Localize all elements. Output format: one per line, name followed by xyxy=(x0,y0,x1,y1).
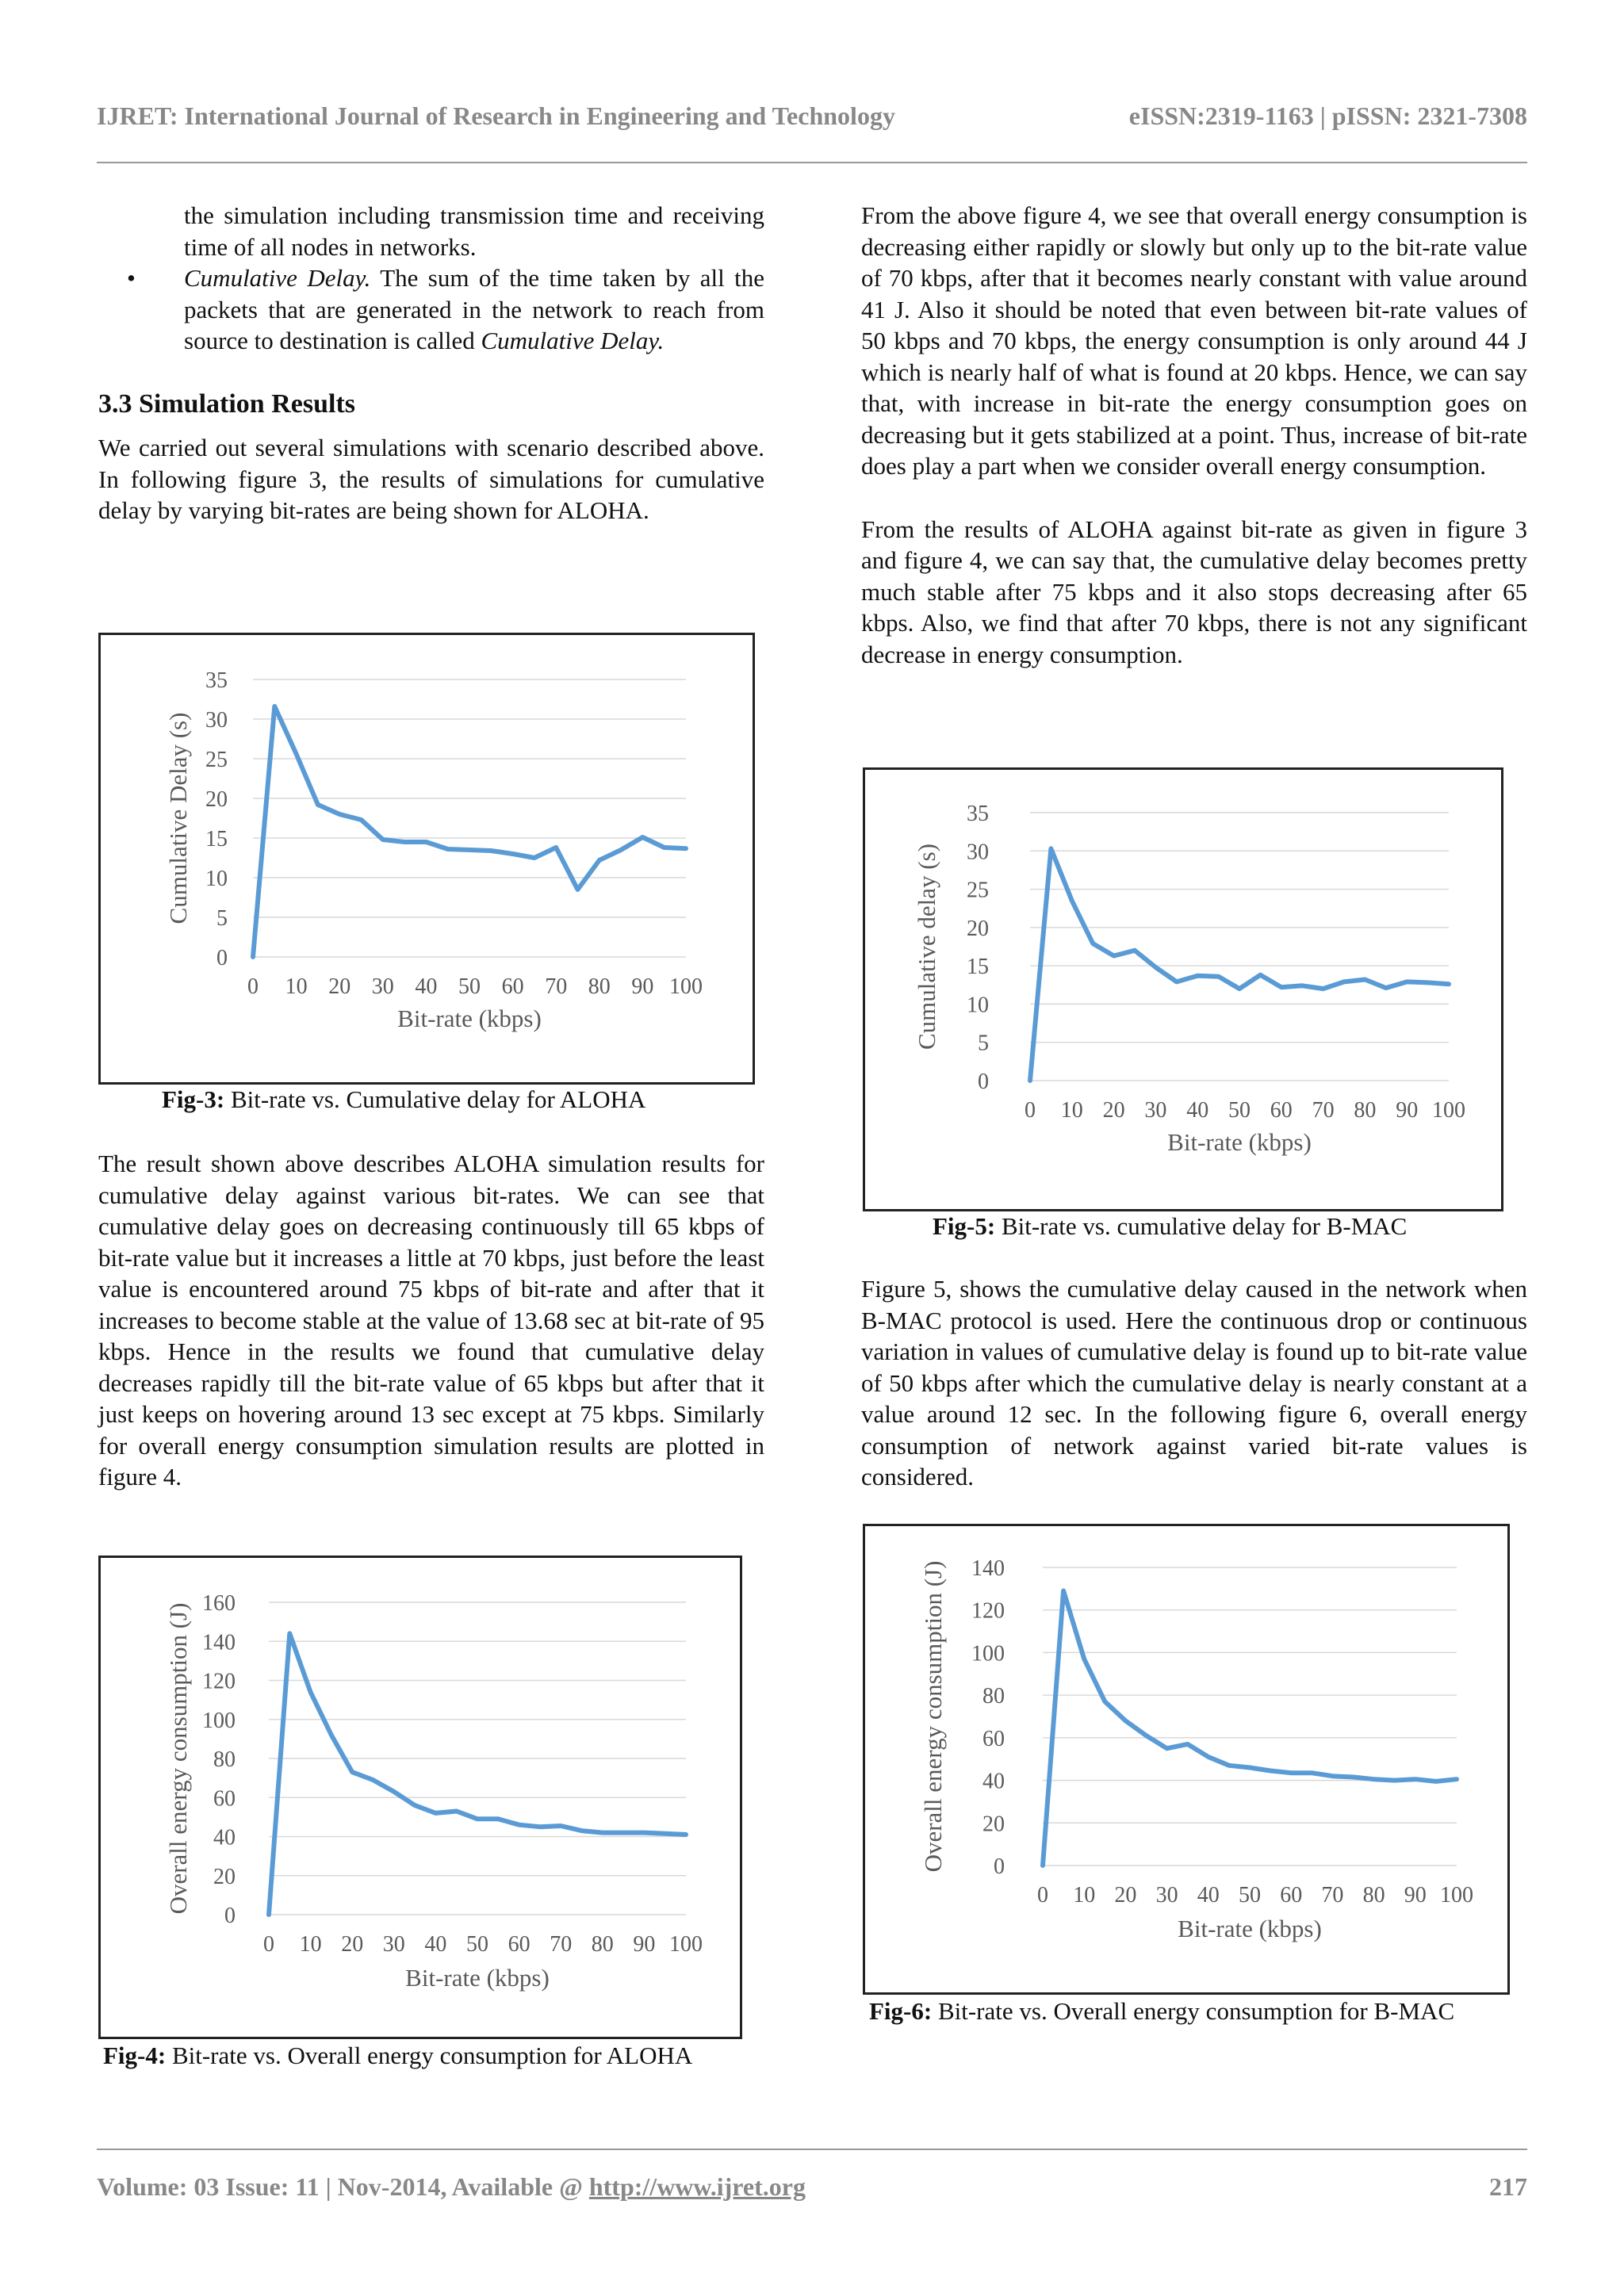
x-tick-label: 10 xyxy=(285,974,308,999)
paragraph-aloha-delay: The result shown above describes ALOHA simulation results for cumulative delay against various bit-rates. We can see that cumulative delay goes on decreasing continuously till 65 kbps of bit-rate value but it increases a little at 70 kbps, just before the least value is encountered around 75 kbps of bit-rate and after that it increases to become stable at the value of 13.68 sec at bit-rate of 95 kbps. Hence in the results we found that cumulative delay decreases rapidly till the bit-rate value of 65 kbps but after that it just keeps on hovering around 13 sec except at 75 kbps. Similarly for overall energy consumption simulation results are plotted in figure 4. xyxy=(98,1150,764,1490)
data-point xyxy=(1165,1746,1170,1751)
data-point xyxy=(1070,898,1074,903)
figure-4 xyxy=(98,1556,742,2039)
data-point xyxy=(1132,948,1137,953)
x-tick-label: 70 xyxy=(1312,1098,1335,1123)
x-tick-label: 20 xyxy=(1114,1883,1137,1908)
figure-5 xyxy=(863,767,1503,1211)
page-number: 217 xyxy=(1489,2172,1527,2201)
y-tick-label: 15 xyxy=(205,827,228,851)
data-point xyxy=(423,840,428,844)
data-point xyxy=(621,1831,626,1835)
data-point xyxy=(1434,1779,1438,1784)
caption-fig4-label: Fig-4: xyxy=(103,2042,167,2069)
x-tick-label: 20 xyxy=(341,1932,364,1957)
y-tick-label: 60 xyxy=(982,1726,1005,1751)
data-point xyxy=(316,802,320,807)
data-point xyxy=(1174,979,1179,984)
data-point xyxy=(266,1912,271,1917)
data-point xyxy=(553,845,558,850)
y-axis-label: Cumulative delay (s) xyxy=(913,844,940,1050)
y-tick-label: 100 xyxy=(202,1708,236,1733)
left-column-lower xyxy=(98,1148,764,1493)
x-tick-label: 10 xyxy=(1073,1883,1096,1908)
x-tick-label: 90 xyxy=(631,974,654,999)
caption-fig3 xyxy=(162,1085,645,1115)
bullet-cumulative-delay xyxy=(98,262,764,357)
data-point xyxy=(1123,1718,1128,1723)
data-point xyxy=(392,1789,396,1794)
data-point xyxy=(1153,965,1158,970)
data-point xyxy=(1454,1777,1459,1781)
y-axis-label: Cumulative Delay (s) xyxy=(164,712,192,924)
y-tick-label: 120 xyxy=(971,1598,1005,1624)
y-tick-label: 30 xyxy=(205,708,228,733)
x-tick-label: 70 xyxy=(1321,1883,1344,1908)
x-tick-label: 100 xyxy=(1432,1098,1465,1123)
data-point xyxy=(1268,1768,1273,1773)
x-tick-label: 40 xyxy=(424,1932,447,1957)
data-point xyxy=(580,1828,584,1833)
figure-3 xyxy=(98,633,755,1085)
y-tick-label: 0 xyxy=(224,1904,236,1928)
y-tick-label: 20 xyxy=(213,1864,236,1889)
y-tick-label: 30 xyxy=(967,840,989,865)
paragraph-sim-intro: We carried out several simulations with scenario described above. In following figure 3, the results of simulations for cumulative delay by varying bit-rates are being shown for ALOHA. xyxy=(98,434,764,524)
y-tick-label: 0 xyxy=(216,946,228,970)
x-tick-label: 30 xyxy=(371,974,394,999)
data-point xyxy=(1362,978,1367,982)
data-point xyxy=(496,1816,500,1821)
y-tick-label: 120 xyxy=(202,1669,236,1694)
y-tick-label: 40 xyxy=(213,1825,236,1850)
paragraph-aloha-summary: From the results of ALOHA against bit-rate as given in figure 3 and figure 4, we can say that, the cumulative delay becomes pretty much stable after 75 kbps and it also stops decreasing after 65 kbps. Also, we find that after 70 kbps, there is not any significant decrease in energy consumption. xyxy=(861,515,1527,668)
figure-6 xyxy=(863,1524,1510,1995)
paragraph-bmac-delay: Figure 5, shows the cumulative delay caused in the network when B-MAC protocol is used. Here the continuous drop or continuous variation in values of cumulative delay is found up to bit-rate value of 50 kbps after which the cumulative delay is nearly constant at a value around 12 sec. In the following figure 6, overall energy consumption of network against varied bit-rate values is considered. xyxy=(861,1275,1527,1490)
y-tick-label: 100 xyxy=(971,1641,1005,1667)
data-point xyxy=(1279,985,1284,989)
paragraph-energy-aloha: From the above figure 4, we see that overall energy consumption is decreasing either rapidly or slowly but only up to the bit-rate value of 70 kbps, after that it becomes nearly constant with value around 41 J. Also it should be noted that even between bit-rate values of 50 kbps and 70 kbps, the energy consumption is only around 44 J which is nearly half of what is found at 20 kbps. Hence, we can say that, with increase in bit-rate the energy consumption goes on decreasing but it gets stabilized at a point. Thus, increase of bit-rate does play a part when we consider overall energy consumption. xyxy=(861,201,1527,480)
series-line xyxy=(1043,1591,1457,1866)
y-tick-label: 35 xyxy=(967,802,989,826)
x-tick-label: 50 xyxy=(1239,1883,1261,1908)
y-axis-label: Overall energy consumption (J) xyxy=(164,1602,192,1915)
x-tick-label: 60 xyxy=(508,1932,530,1957)
x-tick-label: 90 xyxy=(633,1932,656,1957)
data-point xyxy=(1404,979,1409,984)
y-tick-label: 5 xyxy=(216,906,228,931)
right-column xyxy=(861,200,1527,670)
bullet-text: The sum of the time taken by all the packets that are generated in the network to reach from source to destination is called xyxy=(184,264,764,354)
journal-name: IJRET: International Journal of Research in Engineering and Technology xyxy=(97,101,895,130)
left-column xyxy=(98,200,764,526)
data-point xyxy=(371,1777,376,1782)
data-point xyxy=(467,848,472,852)
caption-fig5 xyxy=(933,1211,1407,1242)
x-tick-label: 100 xyxy=(669,1932,703,1957)
y-tick-label: 60 xyxy=(213,1786,236,1812)
data-point xyxy=(663,1831,668,1836)
data-point xyxy=(337,812,342,817)
data-point xyxy=(272,704,277,709)
data-point xyxy=(329,1732,334,1737)
x-tick-label: 0 xyxy=(1025,1098,1036,1123)
caption-fig3-label: Fig-3: xyxy=(162,1085,225,1113)
data-point xyxy=(532,855,537,860)
y-tick-label: 35 xyxy=(205,668,228,693)
y-tick-label: 0 xyxy=(994,1854,1005,1879)
data-point xyxy=(1330,1774,1335,1778)
caption-fig6-label: Fig-6: xyxy=(869,1997,933,2025)
data-point xyxy=(1206,1755,1211,1759)
data-point xyxy=(1237,986,1242,991)
data-point xyxy=(1321,986,1326,991)
y-tick-label: 80 xyxy=(982,1684,1005,1709)
x-tick-label: 0 xyxy=(1037,1883,1048,1908)
data-point xyxy=(1195,974,1200,978)
data-point xyxy=(1300,983,1304,988)
y-tick-label: 20 xyxy=(982,1812,1005,1837)
x-tick-label: 80 xyxy=(588,974,611,999)
x-tick-label: 60 xyxy=(501,974,524,999)
y-tick-label: 140 xyxy=(202,1630,236,1655)
data-point xyxy=(1384,985,1388,990)
data-point xyxy=(642,1831,646,1835)
y-tick-label: 20 xyxy=(205,787,228,812)
x-tick-label: 70 xyxy=(545,974,568,999)
data-point xyxy=(488,848,493,853)
data-point xyxy=(446,847,450,851)
bullet-icon: • xyxy=(127,264,136,292)
x-tick-label: 20 xyxy=(1102,1098,1125,1123)
data-point xyxy=(597,858,602,863)
data-point xyxy=(454,1808,459,1813)
x-axis-label: Bit-rate (kbps) xyxy=(1178,1915,1322,1942)
bullet-term: Cumulative Delay. xyxy=(184,264,371,292)
data-point xyxy=(287,1631,292,1636)
caption-fig5-text: Bit-rate vs. cumulative delay for B-MAC xyxy=(995,1212,1408,1240)
x-tick-label: 10 xyxy=(299,1932,322,1957)
x-axis-label: Bit-rate (kbps) xyxy=(397,1004,542,1032)
x-tick-label: 0 xyxy=(263,1932,274,1957)
x-tick-label: 90 xyxy=(1396,1098,1419,1123)
x-tick-label: 90 xyxy=(1404,1883,1427,1908)
x-tick-label: 10 xyxy=(1060,1098,1083,1123)
y-tick-label: 80 xyxy=(213,1747,236,1772)
data-point xyxy=(1351,1775,1356,1780)
x-tick-label: 80 xyxy=(1354,1098,1377,1123)
series-line xyxy=(253,706,686,957)
data-point xyxy=(359,817,364,822)
data-point xyxy=(600,1831,605,1835)
data-point xyxy=(251,955,255,959)
footer-url-link[interactable]: http://www.ijret.org xyxy=(588,2172,806,2201)
data-point xyxy=(1082,1656,1086,1661)
caption-fig4-text: Bit-rate vs. Overall energy consumption for ALOHA xyxy=(166,2042,693,2069)
section-title: 3.3 Simulation Results xyxy=(98,388,355,419)
caption-fig4 xyxy=(103,2041,692,2071)
x-axis-label: Bit-rate (kbps) xyxy=(405,1964,550,1992)
data-point xyxy=(308,1689,313,1694)
series-line xyxy=(1030,848,1449,1081)
x-tick-label: 80 xyxy=(591,1932,614,1957)
data-point xyxy=(1227,1763,1231,1768)
data-point xyxy=(1247,1765,1252,1770)
data-point xyxy=(538,1824,542,1829)
y-tick-label: 25 xyxy=(967,878,989,903)
data-point xyxy=(1392,1778,1397,1783)
y-tick-label: 25 xyxy=(205,748,228,772)
data-point xyxy=(684,1832,688,1837)
data-point xyxy=(1028,1078,1032,1083)
chart-fig3 xyxy=(101,635,753,1082)
data-point xyxy=(640,835,645,840)
y-tick-label: 160 xyxy=(202,1591,236,1616)
y-tick-label: 15 xyxy=(967,955,989,980)
y-tick-label: 5 xyxy=(978,1031,989,1056)
footer-volume xyxy=(97,2172,806,2202)
data-point xyxy=(1309,1770,1314,1775)
right-column-lower xyxy=(861,1273,1527,1493)
y-tick-label: 10 xyxy=(205,867,228,891)
caption-fig5-label: Fig-5: xyxy=(933,1212,996,1240)
y-axis-label: Overall energy consumption (J) xyxy=(919,1560,947,1873)
footer-volume-text: Volume: 03 Issue: 11 | Nov-2014, Available @ xyxy=(97,2172,589,2201)
y-tick-label: 0 xyxy=(978,1070,989,1094)
x-tick-label: 30 xyxy=(1155,1883,1178,1908)
x-tick-label: 50 xyxy=(466,1932,488,1957)
data-point xyxy=(1185,1742,1190,1747)
x-tick-label: 20 xyxy=(328,974,351,999)
x-tick-label: 50 xyxy=(1228,1098,1251,1123)
x-axis-label: Bit-rate (kbps) xyxy=(1167,1128,1312,1156)
data-point xyxy=(1372,1777,1377,1781)
x-tick-label: 40 xyxy=(1197,1883,1220,1908)
data-point xyxy=(412,1803,417,1808)
continued-text: the simulation including transmission time and receiving time of all nodes in networks. xyxy=(184,201,764,261)
x-tick-label: 60 xyxy=(1280,1883,1303,1908)
data-point xyxy=(1040,1863,1045,1868)
y-tick-label: 140 xyxy=(971,1556,1005,1581)
chart-fig5 xyxy=(865,770,1501,1209)
chart-fig4 xyxy=(101,1558,740,2037)
data-point xyxy=(576,887,580,892)
caption-fig6 xyxy=(869,1996,1454,2026)
chart-fig6 xyxy=(865,1526,1507,1992)
x-tick-label: 30 xyxy=(1144,1098,1167,1123)
data-point xyxy=(684,846,688,851)
data-point xyxy=(1144,1733,1149,1738)
data-point xyxy=(294,752,299,756)
data-point xyxy=(619,848,623,852)
data-point xyxy=(662,845,667,850)
data-point xyxy=(381,837,385,842)
x-tick-label: 40 xyxy=(1186,1098,1209,1123)
bullet-term-end: Cumulative Delay. xyxy=(481,327,665,354)
data-point xyxy=(517,1823,522,1827)
data-point xyxy=(475,1816,480,1821)
caption-fig3-text: Bit-rate vs. Cumulative delay for ALOHA xyxy=(224,1085,646,1113)
data-point xyxy=(1289,1770,1293,1775)
data-point xyxy=(1413,1777,1418,1781)
x-tick-label: 100 xyxy=(1440,1883,1473,1908)
x-tick-label: 60 xyxy=(1270,1098,1293,1123)
data-point xyxy=(350,1770,354,1774)
data-point xyxy=(1426,980,1431,985)
x-tick-label: 70 xyxy=(550,1932,573,1957)
data-point xyxy=(1258,973,1262,978)
caption-fig6-text: Bit-rate vs. Overall energy consumption for B-MAC xyxy=(932,1997,1455,2025)
y-tick-label: 10 xyxy=(967,993,989,1018)
data-point xyxy=(511,851,515,856)
data-point xyxy=(402,840,407,844)
data-point xyxy=(1048,846,1053,851)
data-point xyxy=(1061,1589,1066,1594)
x-tick-label: 0 xyxy=(247,974,259,999)
series-line xyxy=(269,1633,686,1915)
data-point xyxy=(1216,974,1221,979)
data-point xyxy=(1342,979,1346,984)
x-tick-label: 30 xyxy=(382,1932,405,1957)
data-point xyxy=(1102,1699,1107,1704)
y-tick-label: 40 xyxy=(982,1769,1005,1794)
issn: eISSN:2319-1163 | pISSN: 2321-7308 xyxy=(1128,101,1527,130)
x-tick-label: 80 xyxy=(1362,1883,1385,1908)
x-tick-label: 100 xyxy=(669,974,703,999)
x-tick-label: 50 xyxy=(458,974,481,999)
data-point xyxy=(558,1823,563,1828)
footer-rule xyxy=(97,2149,1527,2150)
data-point xyxy=(1112,954,1116,959)
y-tick-label: 20 xyxy=(967,916,989,941)
data-point xyxy=(433,1811,438,1816)
x-tick-label: 40 xyxy=(415,974,438,999)
header-rule xyxy=(97,162,1527,163)
data-point xyxy=(1090,941,1095,946)
data-point xyxy=(1446,982,1451,986)
